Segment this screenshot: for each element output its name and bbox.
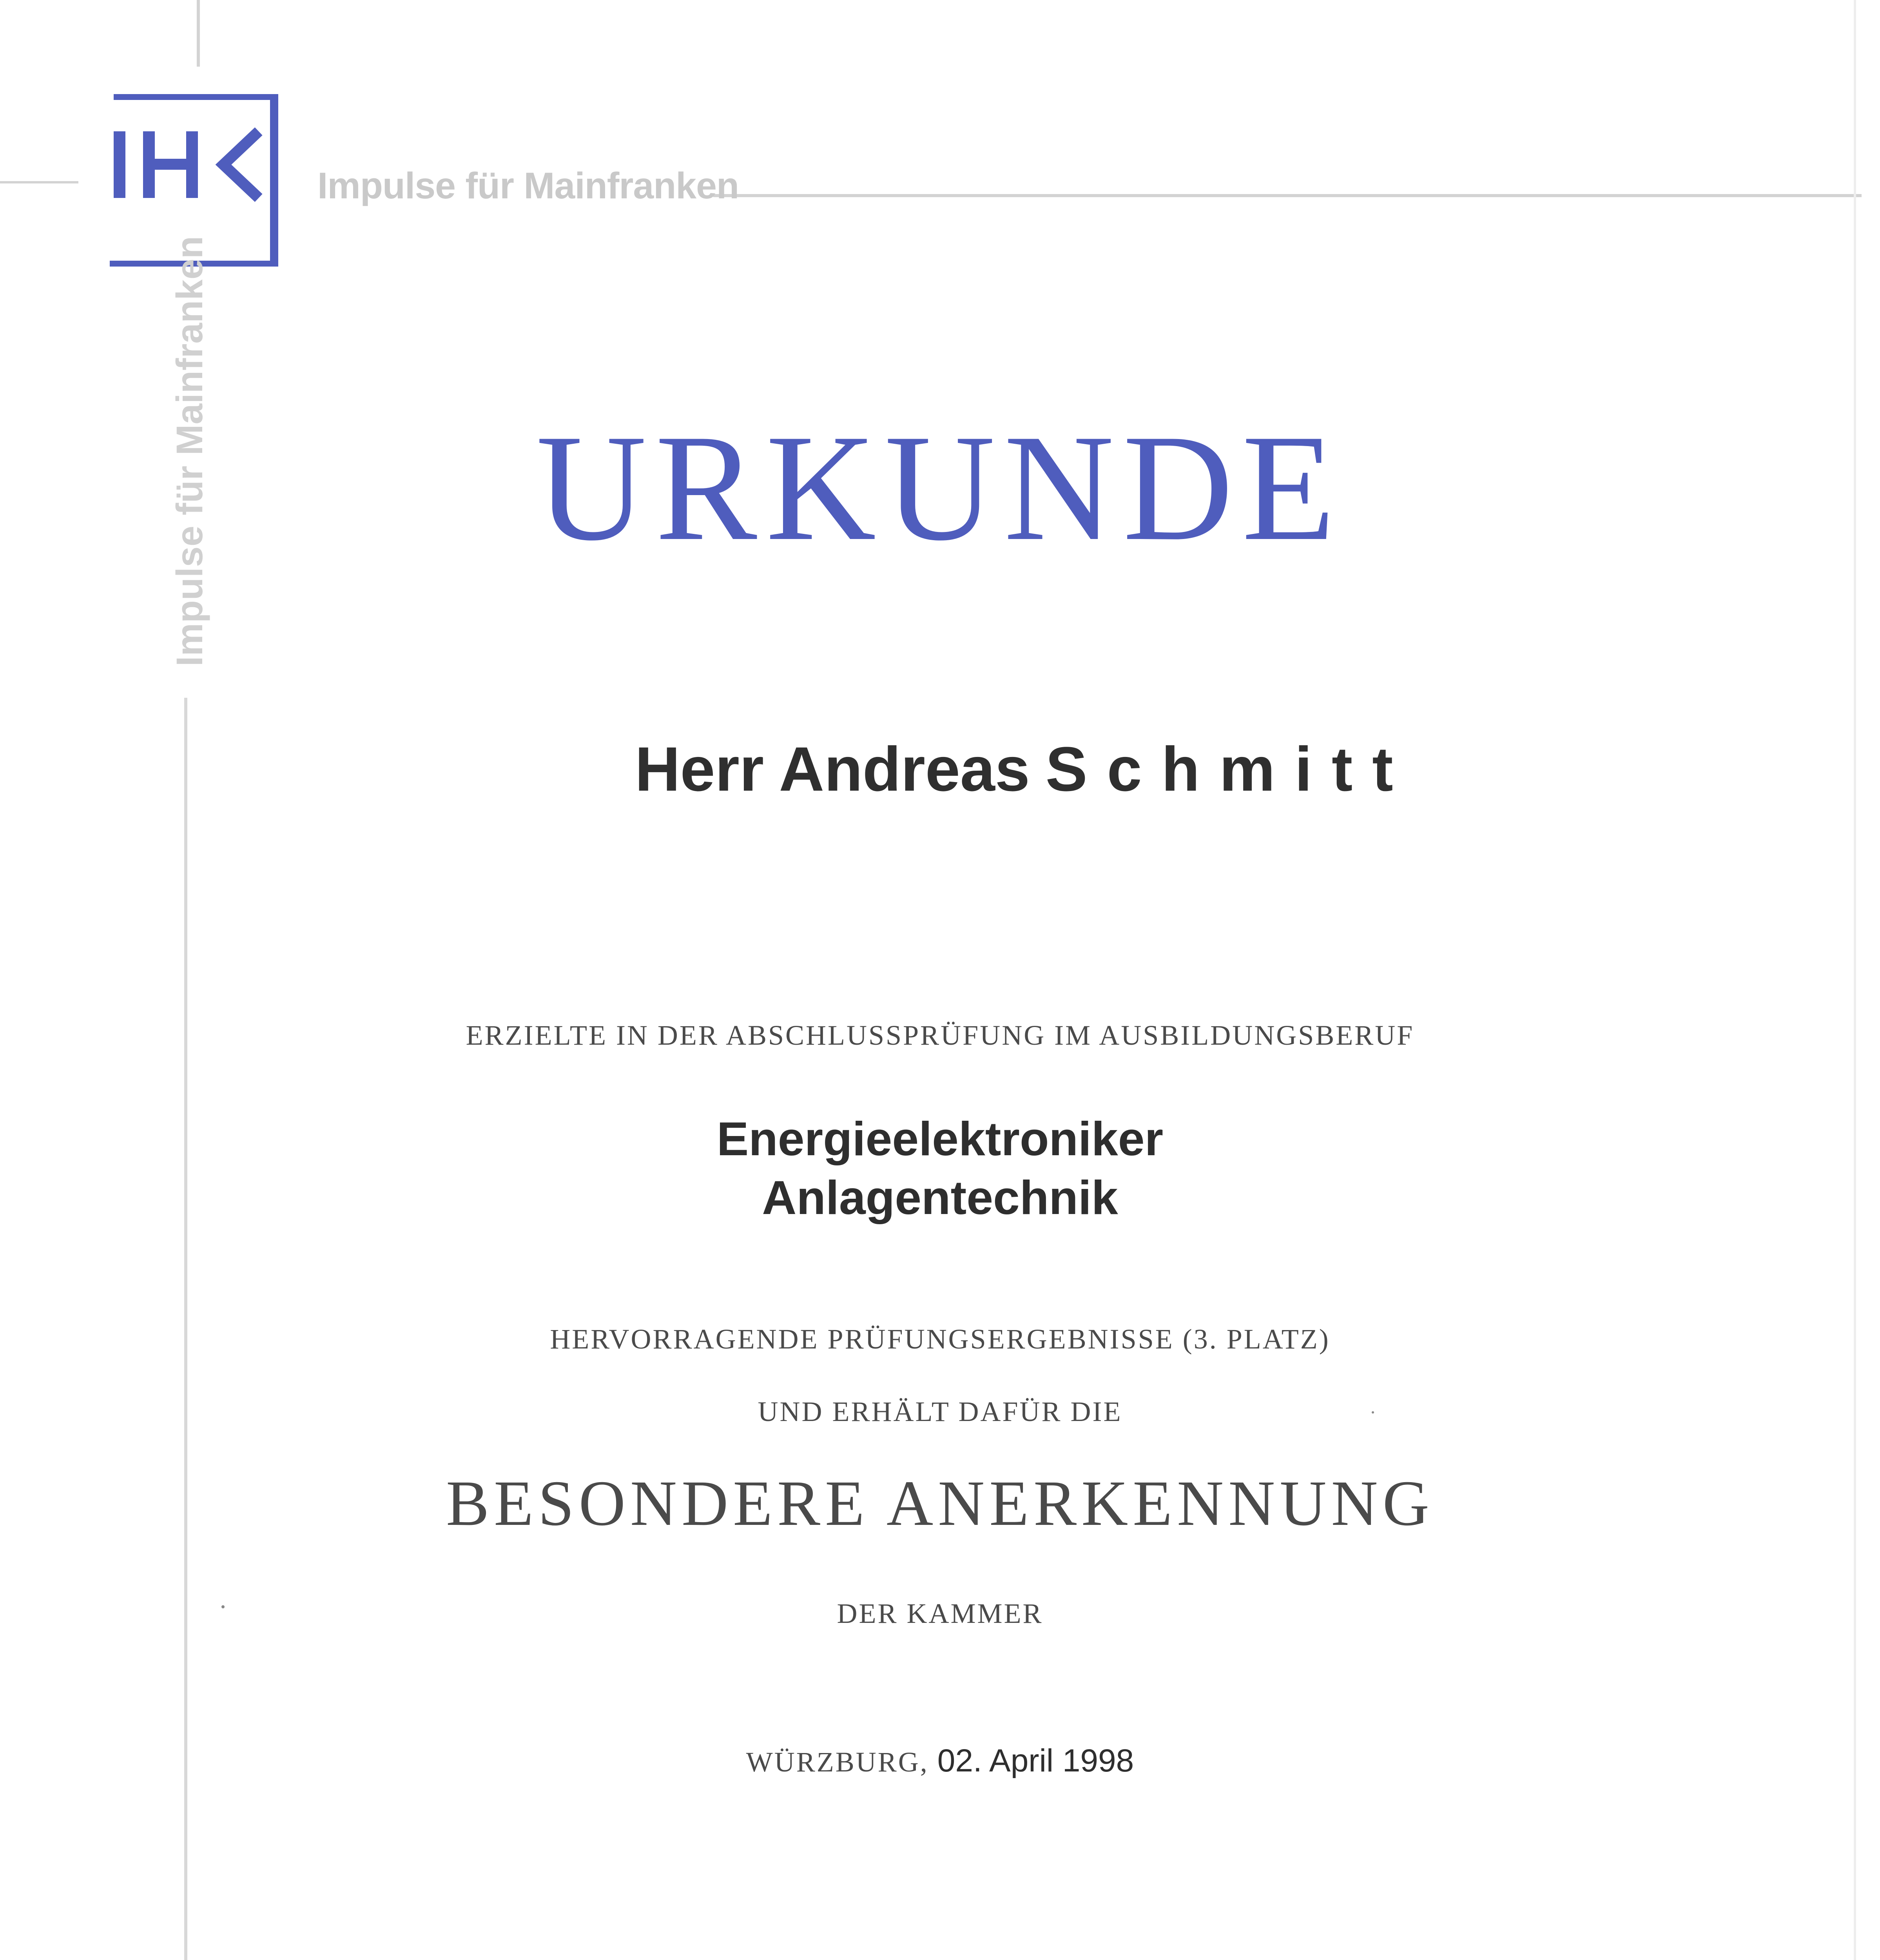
chamber-line: DER KAMMER bbox=[837, 1598, 1043, 1629]
date: 02. April 1998 bbox=[937, 1743, 1134, 1779]
place: WÜRZBURG, bbox=[746, 1746, 929, 1778]
frame-line-top-left bbox=[0, 181, 78, 183]
recipient-name bbox=[635, 733, 1413, 805]
certificate-title: URKUNDE bbox=[536, 403, 1344, 572]
speck bbox=[221, 1605, 225, 1608]
speck bbox=[1372, 1411, 1374, 1414]
profession-line-2: Anlagentechnik bbox=[762, 1171, 1118, 1224]
frame-line-top-right bbox=[713, 194, 1862, 197]
result-line: HERVORRAGENDE PRÜFUNGSERGEBNISSE (3. PLATZ) bbox=[550, 1323, 1330, 1355]
achievement-line: ERZIELTE IN DER ABSCHLUSSPRÜFUNG IM AUSBILDUNGSBERUF bbox=[466, 1020, 1414, 1051]
receives-line: UND ERHÄLT DAFÜR DIE bbox=[758, 1396, 1122, 1427]
award-title: BESONDERE ANERKENNUNG bbox=[446, 1467, 1434, 1539]
place-date-line bbox=[0, 1742, 1880, 1779]
logo-tagline-vertical: Impulse für Mainfranken bbox=[169, 236, 210, 666]
page-edge bbox=[1854, 0, 1856, 1960]
frame-line-vertical-upper bbox=[197, 0, 200, 67]
recipient-first-name: Herr Andreas bbox=[635, 734, 1030, 804]
profession-line-1: Energieelektroniker bbox=[716, 1112, 1164, 1165]
recipient-surname: Schmitt bbox=[1045, 734, 1413, 804]
logo-tagline: Impulse für Mainfranken bbox=[317, 165, 739, 207]
